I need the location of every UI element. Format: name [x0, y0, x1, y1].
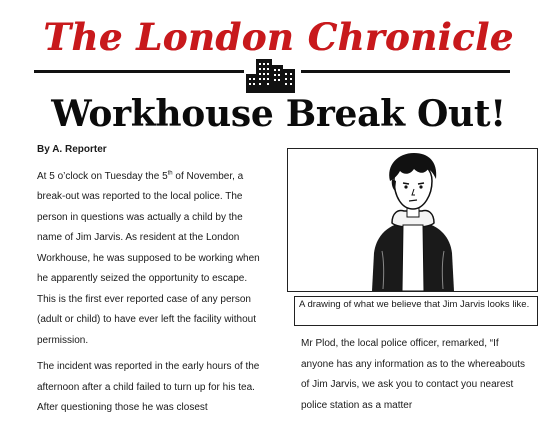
- city-buildings-icon: [246, 55, 298, 93]
- article-column: [37, 140, 264, 425]
- byline: By A. Reporter: [37, 144, 107, 155]
- sidebar-column: [301, 334, 533, 416]
- article-paragraph-1: [37, 167, 264, 352]
- article-paragraph-2: The incident was reported in the early hours of the afternoon after a child failed to turn up for his tea. After questioning those he was closest: [37, 361, 260, 413]
- paragraph-1-rest: of November, a break-out was reported to the local police. The person in questions was actually a child by the name of Jim Jarvis. As resident at the London Workhouse, he was supposed to be working when he apparently seized the opportunity to escape. This is the first ever reported case of any person (adult or child) to have ever left the facility without permission.: [37, 170, 260, 346]
- figure-caption: A drawing of what we believe that Jim Jarvis looks like.: [294, 296, 538, 326]
- paragraph-1-start: At 5 o’clock on Tuesday the 5: [37, 170, 168, 182]
- ordinal-suffix: th: [167, 170, 173, 177]
- boy-drawing-image: [358, 151, 468, 291]
- masthead-rule-right: [301, 70, 510, 73]
- masthead-rule-left: [34, 70, 244, 73]
- masthead-title: The London Chronicle: [43, 15, 514, 59]
- sidebar-paragraph: Mr Plod, the local police officer, remarked, “If anyone has any information as to the whereabouts of Jim Jarvis, we ask you to contact you nearest police station as a matter: [301, 338, 526, 411]
- headline: Workhouse Break Out!: [51, 93, 506, 135]
- figure-frame: [287, 148, 538, 292]
